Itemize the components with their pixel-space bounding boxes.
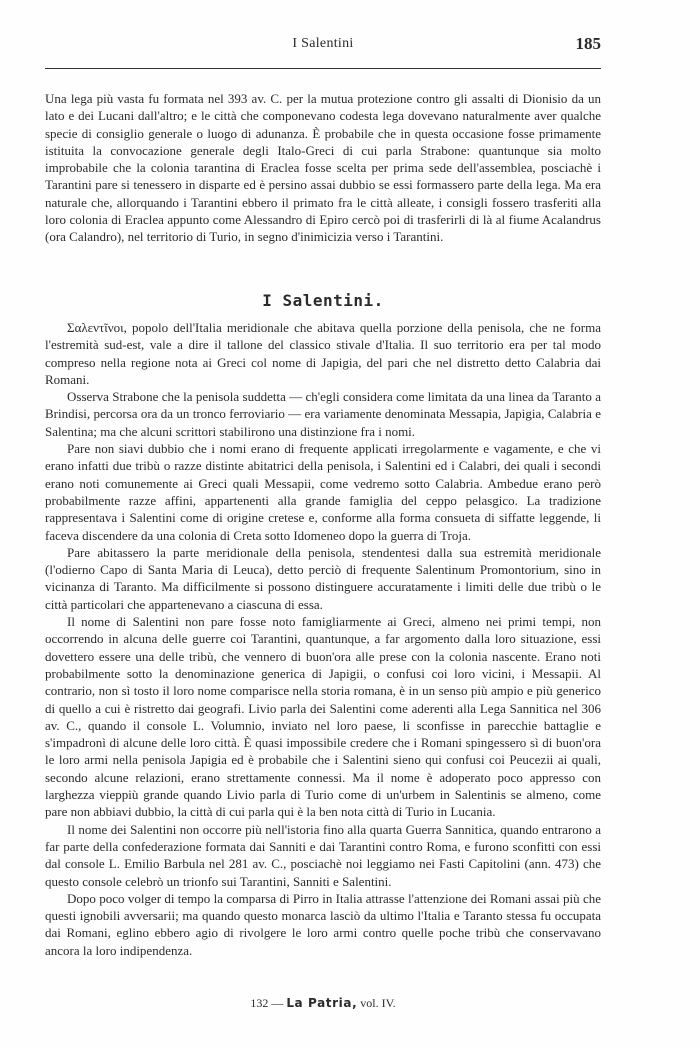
article-paragraph-5: Il nome di Salentini non pare fosse noto famigliarmente ai Greci, almeno nei primi tempi, non occorrendo in alcuna delle guerre coi Tarantini, quantunque, a far argomento dalla loro situazione, essi dovettero essere una delle tribù, che vennero di buon'ora alle prese con la colonia nascente. Erano noti probabilmente sotto la denominazione generica di Japigii, o confusi coi loro vicini, i Messapii. Al contrario, non sì tosto il loro nome comparisce nella storia romana, è in un senso più ampio e più generico di quello a cui è ristretto dai geografi. Livio parla dei Salentini come aderenti alla Lega Sannitica nel 306 av. C., quando il console L. Volumnio, inviato nel loro paese, li sconfisse in parecchie battaglie e s'impadronì di alcune delle loro città. È quasi impossibile credere che i Romani spingessero sì di buon'ora le loro armi nella penisola Japigia ed è probabile che i Salentini sieno qui confusi coi Peucezii ai quali, secondo alcune relazioni, erano strettamente connessi. Ma il nome è adoperato poco appresso con larghezza vieppiù grande quando Livio parla di Turio come di un'urbem in Salentinis se almeno, come pare non abbiavi dubbio, la città di cui parla qui è la ben nota città di Turio in Lucania. <box>45 614 601 820</box>
footer-journal-title: La Patria, <box>286 996 358 1010</box>
intro-text-block <box>45 90 601 246</box>
footer-signature: 132 — <box>250 996 284 1010</box>
section-heading: I Salentini. <box>262 291 384 310</box>
article-paragraph-1: Σαλεντῖνοι, popolo dell'Italia meridionale che abitava quella porzione della penisola, che ne forma l'estremità sud-est, vale a dire il tallone del classico stivale d'Italia. Il suo territorio era per tal modo compreso nella regione nota ai Greci col nome di Japigia, del pari che nel distretto detto Calabria dai Romani. <box>45 320 601 387</box>
footer-volume: vol. IV. <box>360 996 396 1010</box>
page-footer <box>45 996 601 1011</box>
article-paragraph-3: Pare non siavi dubbio che i nomi erano di frequente applicati irregolarmente e vagamente, e che vi erano infatti due tribù o razze distinte abitatrici della penisola, i Salentini ed i Calabri, dei quali i secondi erano noti comunemente ai Greci quali Messapii, come vedremo sotto Calabria. Ambedue erano però probabilmente razze affini, appartenenti alla grande famiglia del ceppo pelasgico. La tradizione rappresentava i Salentini come di origine cretese e, conforme alla forma consueta di siffatte leggende, li faceva discendere da una colonia di Creta sotto Idomeneo dopo la guerra di Troja. <box>45 441 601 543</box>
header-rule <box>45 68 601 69</box>
article-paragraph-2: Osserva Strabone che la penisola suddetta — ch'egli considera come limitata da una linea da Taranto a Brindisi, percorsa ora da un tronco ferroviario — era variamente denominata Messapia, Japigia, Calabria e Salentina; ma che alcuni scrittori stabilirono una distinzione fra i nomi. <box>45 389 601 439</box>
article-paragraph-4: Pare abitassero la parte meridionale della penisola, stendentesi dalla sua estremità meridionale (l'odierno Capo di Santa Maria di Leuca), detto perciò di frequente Salentinum Promontorium, sino in vicinanza di Taranto. Ma difficilmente si possono distinguere accuratamente i limiti delle due tribù o le città particolari che appartenevano a ciascuna di essa. <box>45 544 601 612</box>
page-number: 185 <box>575 34 601 53</box>
article-paragraph-7: Dopo poco volger di tempo la comparsa di Pirro in Italia attrasse l'attenzione dei Romani assai più che questi ignobili avversarii; ma quando questo monarca lasciò da ultimo l'Italia e Taranto stessa fu occupata dai Romani, eglino ebbero agio di rivolgere le loro armi contro quelle poche tribù che conservavano ancora la loro indipendenza. <box>45 890 601 958</box>
article-body <box>45 319 601 959</box>
article-paragraph-6: Il nome dei Salentini non occorre più nell'istoria fino alla quarta Guerra Sannitica, quando entrarono a far parte della confederazione formata dai Sanniti e dai Tarantini contro Roma, e furono sconfitti con essi dal console L. Emilio Barbula nel 281 av. C., posciachè noi leggiamo nei Fasti Capitolini (ann. 473) che questo console celebrò un trionfo sui Tarantini, Sanniti e Salentini. <box>45 821 601 889</box>
running-header <box>45 36 601 58</box>
intro-paragraph: Una lega più vasta fu formata nel 393 av. C. per la mutua protezione contro gli assalti di Dionisio da un lato e dei Lucani dall'altro; e le città che componevano codesta lega dovevano naturalmente aver qualche specie di consiglio generale o luogo di adunanza. È probabile che in questa occasione fosse primamente istituita la convocazione generale degli Italo-Greci di cui parla Strabone: quantunque sia molto improbabile che la colonia tarantina di Eraclea fosse scelta per prima sede dell'assemblea, posciachè i Tarantini pare si tenessero in disparte ed è persino assai dubbio se essi formassero parte della lega. Ma era naturale che, allorquando i Tarantini ebbero il primato fra le città alleate, i consigli fossero trasferiti alla loro colonia di Eraclea appunto come Alessandro di Epiro cercò poi di trasferirli di là al fiume Acalandrus (ora Calandro), nel territorio di Turio, in segno d'inimicizia verso i Tarantini. <box>45 91 601 245</box>
running-title: I Salentini <box>292 36 354 51</box>
